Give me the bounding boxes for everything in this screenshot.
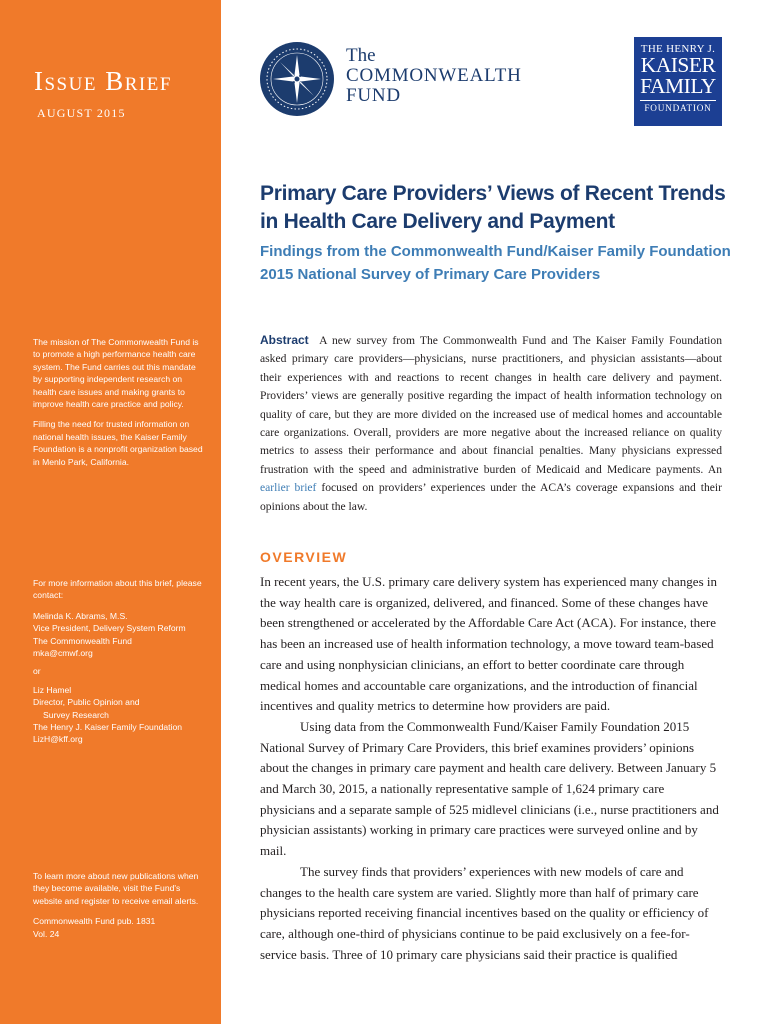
pub-number: Commonwealth Fund pub. 1831: [33, 916, 156, 927]
contact-block: [33, 577, 205, 754]
publication-block: [33, 870, 205, 948]
issue-date: AUGUST 2015: [37, 106, 126, 120]
contact-intro: For more information about this brief, please contact:: [33, 578, 202, 601]
commonwealth-fund-seal-icon: [259, 41, 335, 117]
overview-paragraph-1: In recent years, the U.S. primary care delivery system has experienced many changes in the way health care is organized, delivered, and financed. Some of these changes have been strengthened or accelerated by the Affordable Care Act (ACA). For instance, there has been an increased use of health information technology, a move toward team-based care and using nonphysician clinicians, an effort to better coordinate care through medical homes and accountable care organizations, and the introduction of financial incentives and quality metrics to determine how providers are paid.: [260, 574, 717, 714]
contact2-email[interactable]: LizH@kff.org: [33, 734, 83, 745]
cf-logo-name: COMMONWEALTH: [346, 65, 522, 86]
abstract-paragraph: [260, 331, 722, 516]
cf-logo-fund: FUND: [346, 85, 401, 106]
overview-paragraph-2: Using data from the Commonwealth Fund/Kaiser Family Foundation 2015 National Survey of Primary Care Providers, this brief examines providers’ opinions about the changes in primary care payment and health care delivery. Between January 5 and March 30, 2015, a nationally representative sample of 1,624 primary care physicians and a separate sample of 525 midlevel clinicians (i.e., nurse practitioners and physician assistants) working in primary care practices were surveyed online and by mail.: [260, 718, 719, 859]
cf-logo-the: The: [346, 45, 376, 66]
contact2-title-cont: Survey Research: [43, 709, 109, 720]
overview-body: [260, 572, 722, 965]
contact2-name: Liz Hamel: [33, 684, 72, 695]
page-title: Primary Care Providers’ Views of Recent Trends in Health Care Delivery and Payment: [260, 182, 726, 233]
sidebar: [0, 0, 221, 1024]
abstract-text: A new survey from The Commonwealth Fund and The Kaiser Family Foundation asked primary care providers—physicians, nurse practitioners, and physician assistants—about their experiences with and reactions to recent changes in health care delivery and payment. Providers’ views are generally positive regarding the impact of health information technology on quality of care, but they are more divided on the increased use of medical homes and accountable care organizations. Overall, providers are more negative about the increased reliance on quality metrics to assess their performance and about financial penalties. Many physicians expressed frustration with the speed and administrative burden of Medicaid and Medicare payments. An: [260, 334, 722, 476]
kaiser-family-foundation-logo: [634, 37, 722, 126]
kff-logo-line1: THE HENRY J.: [640, 43, 716, 55]
kff-logo-line3: FAMILY: [640, 74, 716, 98]
kff-logo-line4: FOUNDATION: [640, 100, 716, 113]
kff-logo-line2: KAISER: [640, 53, 716, 77]
overview-heading: OVERVIEW: [260, 549, 348, 565]
earlier-brief-link[interactable]: earlier brief: [260, 481, 317, 495]
contact2-org: The Henry J. Kaiser Family Foundation: [33, 722, 183, 733]
contact1-org: The Commonwealth Fund: [33, 635, 132, 646]
issue-brief-label: Issue Brief: [34, 66, 172, 96]
page-subtitle: Findings from the Commonwealth Fund/Kaiser Family Foundation 2015 National Survey of Primary Care Providers: [260, 243, 731, 283]
overview-paragraph-3: The survey finds that providers’ experiences with new models of care and changes to the health care system are varied. Slightly more than half of primary care physicians reported receiving financial incentives based on the quality or efficiency of care, although one-third of physicians continue to be paid exclusively on a fee-for-service basis. Three of 10 primary care physicians said their practice is qualified: [260, 863, 709, 962]
commonwealth-fund-logo: [346, 46, 522, 106]
contact1-title: Vice President, Delivery System Reform: [33, 623, 186, 634]
mission-kaiser: Filling the need for trusted information on national health issues, the Kaiser Family Foundation is a nonprofit organization based in Menlo Park, California.: [33, 419, 203, 467]
mission-block: [33, 336, 205, 476]
pub-volume: Vol. 24: [33, 928, 60, 939]
mission-commonwealth: The mission of The Commonwealth Fund is to promote a high performance health care system. The Fund carries out this mandate by supporting independent research on health care issues and making grants to improve health care practice and policy.: [33, 337, 199, 410]
abstract-label: Abstract: [260, 333, 309, 347]
contact2-title: Director, Public Opinion and: [33, 697, 140, 708]
contact1-email[interactable]: mka@cmwf.org: [33, 648, 93, 659]
learn-more-text: To learn more about new publications when they become available, visit the Fund's website and register to receive email alerts.: [33, 871, 199, 906]
abstract-text-end: focused on providers’ experiences under the ACA’s coverage expansions and their opinions about the law.: [260, 481, 722, 513]
contact1-name: Melinda K. Abrams, M.S.: [33, 610, 128, 621]
contact-or: or: [33, 666, 41, 677]
